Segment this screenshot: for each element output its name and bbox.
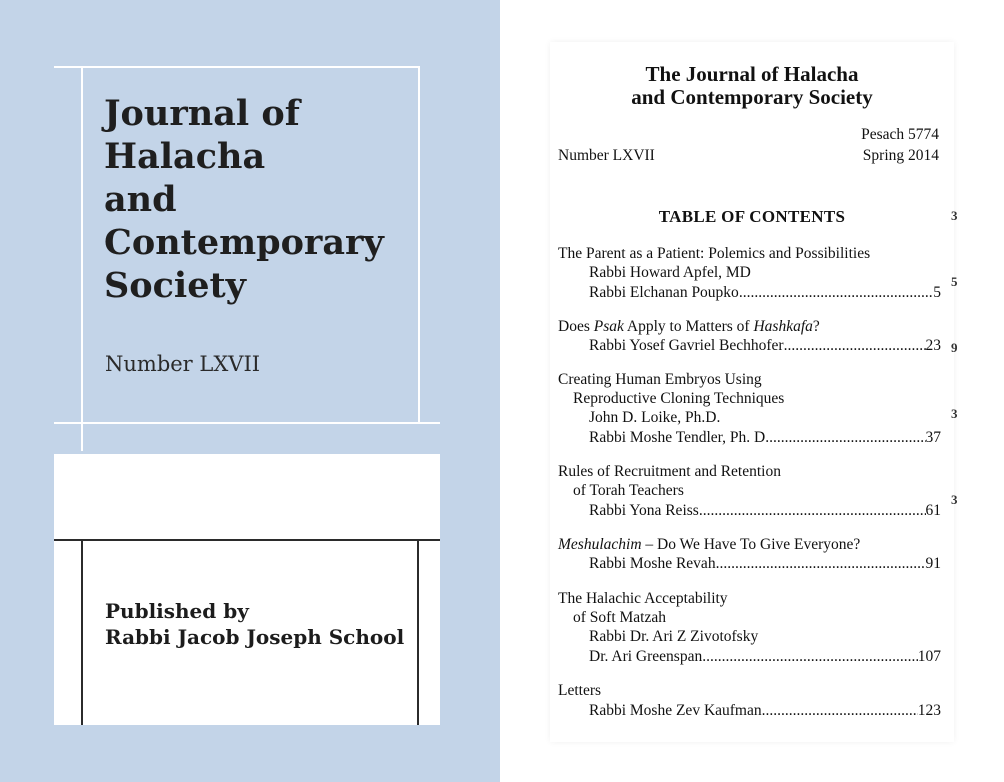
toc-entry-author: Rabbi Howard Apfel, MD xyxy=(589,264,751,281)
toc-entry-title: Letters xyxy=(558,682,602,699)
toc-entry-title: Rules of Recruitment and Retention xyxy=(558,463,781,480)
toc-entry-author: Rabbi Dr. Ari Z Zivotofsky xyxy=(589,628,759,645)
frame-bottom-line xyxy=(54,422,440,424)
title-part-italic: Meshulachim xyxy=(558,536,642,553)
toc-entry-title: of Soft Matzah xyxy=(573,609,666,626)
toc-heading: TABLE OF CONTENTS xyxy=(658,207,846,226)
toc-page-number: 23 xyxy=(925,337,941,354)
title-part-italic: Psak xyxy=(593,318,624,335)
dot-leader xyxy=(699,501,926,520)
dot-leader xyxy=(702,647,918,666)
cover-publisher-panel xyxy=(54,454,440,725)
title-part: Does xyxy=(558,318,594,335)
civil-date: Spring 2014 xyxy=(862,147,939,164)
panel-top-rule xyxy=(54,539,440,541)
contents-sheet xyxy=(550,42,954,742)
toc-entry-author: Dr. Ari Greenspan xyxy=(589,648,703,665)
edge-fragment: 3 xyxy=(951,492,958,507)
toc-entry-row xyxy=(589,701,941,720)
journal-title-line: and Contemporary Society xyxy=(631,85,873,109)
dot-leader xyxy=(716,554,926,573)
panel-left-rule xyxy=(81,539,83,725)
frame-left-line xyxy=(81,66,83,451)
toc-entry-row xyxy=(589,428,941,447)
cover-title-line: and xyxy=(104,179,177,220)
toc-page-number: 107 xyxy=(917,648,941,665)
toc-entry-author: Rabbi Yosef Gavriel Bechhofer xyxy=(589,337,784,354)
title-part: ? xyxy=(812,318,820,335)
cover-title-line: Journal of xyxy=(104,93,300,134)
toc-entry-title xyxy=(558,317,820,336)
toc-entry-title: of Torah Teachers xyxy=(573,482,684,499)
edge-fragment: 5 xyxy=(951,274,958,289)
frame-top-line xyxy=(54,66,418,68)
toc-entry-title: The Halachic Acceptability xyxy=(558,590,728,607)
title-part: – Do We Have To Give Everyone? xyxy=(641,536,861,553)
toc-entry-author: Rabbi Yona Reiss xyxy=(589,502,699,519)
toc-entry-title: Reproductive Cloning Techniques xyxy=(573,390,785,407)
toc-entry-author: John D. Loike, Ph.D. xyxy=(589,409,721,426)
dot-leader xyxy=(769,428,925,447)
toc-entry-title: Creating Human Embryos Using xyxy=(558,371,762,388)
dot-leader xyxy=(784,336,926,355)
toc-entry-row xyxy=(589,501,941,520)
issue-number: Number LXVII xyxy=(558,147,655,164)
edge-fragment: 9 xyxy=(951,340,958,355)
toc-entry-author: Rabbi Elchanan Poupko xyxy=(589,284,739,301)
toc-entry-row xyxy=(589,647,941,666)
journal-cover xyxy=(0,0,500,782)
publisher-line: Published by xyxy=(105,599,249,623)
toc-entry-title: The Parent as a Patient: Polemics and Possibilities xyxy=(558,245,871,262)
edge-fragment: 3 xyxy=(951,406,958,421)
panel-right-rule xyxy=(417,539,419,725)
cover-title-line: Contemporary xyxy=(104,222,384,263)
title-part: Apply to Matters of xyxy=(623,318,754,335)
toc-entry-title xyxy=(558,535,860,554)
cover-title xyxy=(104,92,384,307)
toc-page-number: 91 xyxy=(925,555,941,572)
contents-page xyxy=(500,0,1004,782)
cover-title-line: Society xyxy=(104,265,246,306)
publisher-line: Rabbi Jacob Joseph School xyxy=(105,625,405,649)
dot-leader xyxy=(762,701,918,720)
title-part-italic: Hashkafa xyxy=(753,318,813,335)
cover-issue-number: Number LXVII xyxy=(105,352,261,376)
toc-page-number: 5 xyxy=(933,284,941,301)
toc-page-number: 61 xyxy=(925,502,941,519)
hebrew-date: Pesach 5774 xyxy=(861,126,939,143)
toc-entry-row xyxy=(589,554,941,573)
toc-entry-row xyxy=(589,283,941,302)
toc-page-number: 123 xyxy=(917,702,941,719)
edge-fragment: 3 xyxy=(951,208,958,223)
toc-entry-author: Rabbi Moshe Revah xyxy=(589,555,716,572)
toc-entry-author: Rabbi Moshe Zev Kaufman xyxy=(589,702,762,719)
journal-title-line: The Journal of Halacha xyxy=(645,62,859,86)
toc-entry-row xyxy=(589,336,941,355)
toc-entry-author: Rabbi Moshe Tendler, Ph. D. xyxy=(589,429,770,446)
dot-leader xyxy=(739,283,933,302)
publisher-credit xyxy=(105,598,404,650)
toc-page-number: 37 xyxy=(925,429,941,446)
cover-title-line: Halacha xyxy=(104,136,266,177)
frame-right-line xyxy=(418,66,420,423)
